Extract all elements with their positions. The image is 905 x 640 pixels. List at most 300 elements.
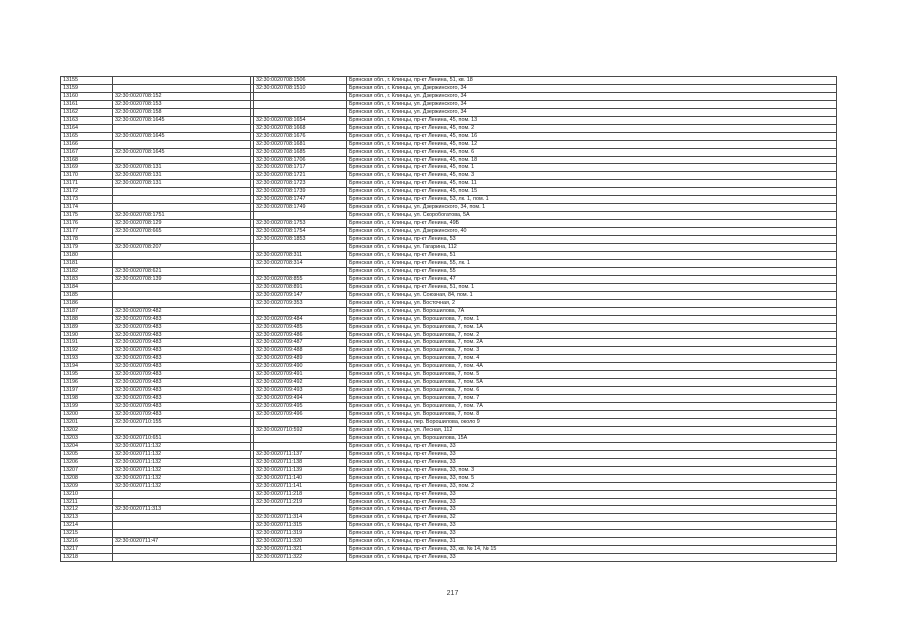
table-row	[61, 196, 837, 204]
table-row	[61, 530, 837, 538]
parcel-number-cell	[113, 514, 251, 522]
record-number-cell: 13202	[61, 426, 113, 434]
table-row	[61, 395, 837, 403]
table-row	[61, 506, 837, 514]
object-number-cell: 32:30:0020711:315	[254, 522, 347, 530]
record-number-cell: 13169	[61, 164, 113, 172]
address-cell: Брянская обл., г. Клинцы, пр-кт Ленина, 45, пом. 6	[347, 148, 837, 156]
table-row	[61, 156, 837, 164]
parcel-number-cell: 32:30:0020709:483	[113, 331, 251, 339]
table-body	[61, 77, 837, 562]
address-cell: Брянская обл., г. Клинцы, ул. Дзержинского, 34	[347, 84, 837, 92]
table-row	[61, 267, 837, 275]
parcel-number-cell: 32:30:0020709:483	[113, 387, 251, 395]
table-row	[61, 379, 837, 387]
address-cell: Брянская обл., г. Клинцы, пр-кт Ленина, 33	[347, 530, 837, 538]
parcel-number-cell	[113, 299, 251, 307]
record-number-cell: 13163	[61, 116, 113, 124]
parcel-number-cell: 32:30:0020708:139	[113, 275, 251, 283]
object-number-cell: 32:30:0020709:486	[254, 331, 347, 339]
table-row	[61, 140, 837, 148]
parcel-number-cell: 32:30:0020709:483	[113, 411, 251, 419]
record-number-cell: 13203	[61, 434, 113, 442]
table-row	[61, 315, 837, 323]
address-cell: Брянская обл., г. Клинцы, пр-кт Ленина, 33	[347, 490, 837, 498]
record-number-cell: 13199	[61, 403, 113, 411]
record-number-cell: 13176	[61, 220, 113, 228]
table-row	[61, 283, 837, 291]
object-number-cell	[254, 267, 347, 275]
record-number-cell: 13161	[61, 100, 113, 108]
table-row	[61, 498, 837, 506]
table-row	[61, 124, 837, 132]
address-cell: Брянская обл., г. Клинцы, ул. Дзержинского, 34	[347, 108, 837, 116]
address-cell: Брянская обл., г. Клинцы, ул. Ворошилова, 7, пом. 4	[347, 355, 837, 363]
record-number-cell: 13165	[61, 132, 113, 140]
table-row	[61, 116, 837, 124]
record-number-cell: 13205	[61, 450, 113, 458]
parcel-number-cell: 32:30:0020710:651	[113, 434, 251, 442]
parcel-number-cell	[113, 530, 251, 538]
table-row	[61, 538, 837, 546]
parcel-number-cell	[113, 522, 251, 530]
object-number-cell: 32:30:0020709:485	[254, 323, 347, 331]
address-cell: Брянская обл., г. Клинцы, ул. Ворошилова, 7, пом. 7А	[347, 403, 837, 411]
object-number-cell: 32:30:0020711:314	[254, 514, 347, 522]
address-cell: Брянская обл., г. Клинцы, ул. Лесная, 112	[347, 426, 837, 434]
record-number-cell: 13210	[61, 490, 113, 498]
record-number-cell: 13192	[61, 347, 113, 355]
parcel-number-cell	[113, 259, 251, 267]
table-row	[61, 474, 837, 482]
table-row	[61, 188, 837, 196]
record-number-cell: 13172	[61, 188, 113, 196]
parcel-number-cell: 32:30:0020709:483	[113, 371, 251, 379]
cadastral-table	[60, 76, 837, 562]
table-row	[61, 339, 837, 347]
object-number-cell: 32:30:0020711:218	[254, 490, 347, 498]
object-number-cell	[254, 108, 347, 116]
address-cell: Брянская обл., г. Клинцы, пр-кт Ленина, 33	[347, 450, 837, 458]
table-row	[61, 490, 837, 498]
parcel-number-cell: 32:30:0020709:483	[113, 339, 251, 347]
object-number-cell: 32:30:0020709:495	[254, 403, 347, 411]
table-row	[61, 331, 837, 339]
parcel-number-cell: 32:30:0020711:132	[113, 482, 251, 490]
parcel-number-cell	[113, 236, 251, 244]
table-row	[61, 442, 837, 450]
address-cell: Брянская обл., г. Клинцы, пр-кт Ленина, 49Б	[347, 220, 837, 228]
parcel-number-cell: 32:30:0020711:313	[113, 506, 251, 514]
address-cell: Брянская обл., г. Клинцы, пр-кт Ленина, 51	[347, 251, 837, 259]
object-number-cell: 32:30:0020711:138	[254, 458, 347, 466]
parcel-number-cell: 32:30:0020709:482	[113, 307, 251, 315]
address-cell: Брянская обл., г. Клинцы, ул. Ворошилова, 7А	[347, 307, 837, 315]
table-row	[61, 228, 837, 236]
table-row	[61, 77, 837, 85]
record-number-cell: 13185	[61, 291, 113, 299]
table-row	[61, 355, 837, 363]
record-number-cell: 13200	[61, 411, 113, 419]
parcel-number-cell: 32:30:0020709:483	[113, 379, 251, 387]
table-row	[61, 323, 837, 331]
address-cell: Брянская обл., г. Клинцы, ул. Ворошилова, 7, пом. 1А	[347, 323, 837, 331]
parcel-number-cell	[113, 204, 251, 212]
address-cell: Брянская обл., г. Клинцы, ул. Ворошилова, 7, пом. 2	[347, 331, 837, 339]
address-cell: Брянская обл., г. Клинцы, ул. Скоробогатова, 5А	[347, 212, 837, 220]
object-number-cell: 32:30:0020709:353	[254, 299, 347, 307]
address-cell: Брянская обл., г. Клинцы, ул. Гагарина, 112	[347, 244, 837, 252]
table-row	[61, 236, 837, 244]
object-number-cell: 32:30:0020708:855	[254, 275, 347, 283]
address-cell: Брянская обл., г. Клинцы, пер. Ворошилова, около 9	[347, 418, 837, 426]
object-number-cell: 32:30:0020708:1706	[254, 156, 347, 164]
record-number-cell: 13197	[61, 387, 113, 395]
table-row	[61, 522, 837, 530]
record-number-cell: 13217	[61, 546, 113, 554]
parcel-number-cell	[113, 77, 251, 85]
record-number-cell: 13209	[61, 482, 113, 490]
parcel-number-cell	[113, 251, 251, 259]
object-number-cell: 32:30:0020708:1853	[254, 236, 347, 244]
record-number-cell: 13188	[61, 315, 113, 323]
object-number-cell: 32:30:0020711:140	[254, 474, 347, 482]
address-cell: Брянская обл., г. Клинцы, ул. Ворошилова, 15А	[347, 434, 837, 442]
table-row	[61, 204, 837, 212]
record-number-cell: 13208	[61, 474, 113, 482]
address-cell: Брянская обл., г. Клинцы, ул. Восточная, 2	[347, 299, 837, 307]
record-number-cell: 13155	[61, 77, 113, 85]
parcel-number-cell	[113, 196, 251, 204]
record-number-cell: 13189	[61, 323, 113, 331]
object-number-cell: 32:30:0020710:592	[254, 426, 347, 434]
address-cell: Брянская обл., г. Клинцы, пр-кт Ленина, 45, пом. 18	[347, 156, 837, 164]
object-number-cell: 32:30:0020709:487	[254, 339, 347, 347]
object-number-cell: 32:30:0020709:488	[254, 347, 347, 355]
object-number-cell: 32:30:0020708:891	[254, 283, 347, 291]
address-cell: Брянская обл., г. Клинцы, ул. Ворошилова, 7, пом. 7	[347, 395, 837, 403]
parcel-number-cell: 32:30:0020708:207	[113, 244, 251, 252]
object-number-cell: 32:30:0020709:489	[254, 355, 347, 363]
address-cell: Брянская обл., г. Клинцы, пр-кт Ленина, 47	[347, 275, 837, 283]
table-row	[61, 371, 837, 379]
table-row	[61, 418, 837, 426]
object-number-cell: 32:30:0020709:496	[254, 411, 347, 419]
object-number-cell: 32:30:0020708:1681	[254, 140, 347, 148]
parcel-number-cell: 32:30:0020709:483	[113, 347, 251, 355]
table-row	[61, 514, 837, 522]
address-cell: Брянская обл., г. Клинцы, пр-кт Ленина, 33	[347, 554, 837, 562]
object-number-cell: 32:30:0020711:319	[254, 530, 347, 538]
parcel-number-cell	[113, 84, 251, 92]
address-cell: Брянская обл., г. Клинцы, пр-кт Ленина, 53, лк. 1, пом. 1	[347, 196, 837, 204]
parcel-number-cell: 32:30:0020709:483	[113, 323, 251, 331]
parcel-number-cell: 32:30:0020708:1645	[113, 148, 251, 156]
object-number-cell: 32:30:0020709:494	[254, 395, 347, 403]
object-number-cell: 32:30:0020711:321	[254, 546, 347, 554]
address-cell: Брянская обл., г. Клинцы, пр-кт Ленина, 55	[347, 267, 837, 275]
address-cell: Брянская обл., г. Клинцы, ул. Ворошилова, 7, пом. 5	[347, 371, 837, 379]
object-number-cell: 32:30:0020708:1739	[254, 188, 347, 196]
address-cell: Брянская обл., г. Клинцы, пр-кт Ленина, 33, пом. 3	[347, 466, 837, 474]
address-cell: Брянская обл., г. Клинцы, пр-кт Ленина, 33	[347, 522, 837, 530]
object-number-cell	[254, 442, 347, 450]
object-number-cell	[254, 212, 347, 220]
address-cell: Брянская обл., г. Клинцы, пр-кт Ленина, 45, пом. 16	[347, 132, 837, 140]
object-number-cell	[254, 244, 347, 252]
record-number-cell: 13207	[61, 466, 113, 474]
address-cell: Брянская обл., г. Клинцы, ул. Дзержинского, 34	[347, 92, 837, 100]
parcel-number-cell: 32:30:0020708:153	[113, 100, 251, 108]
address-cell: Брянская обл., г. Клинцы, пр-кт Ленина, 45, пом. 13	[347, 116, 837, 124]
parcel-number-cell: 32:30:0020711:132	[113, 474, 251, 482]
address-cell: Брянская обл., г. Клинцы, ул. Ворошилова, 7, пом. 2А	[347, 339, 837, 347]
record-number-cell: 13214	[61, 522, 113, 530]
parcel-number-cell: 32:30:0020711:132	[113, 442, 251, 450]
parcel-number-cell: 32:30:0020711:132	[113, 450, 251, 458]
table-row	[61, 450, 837, 458]
object-number-cell: 32:30:0020709:493	[254, 387, 347, 395]
parcel-number-cell	[113, 140, 251, 148]
address-cell: Брянская обл., г. Клинцы, пр-кт Ленина, 53	[347, 236, 837, 244]
object-number-cell: 32:30:0020708:1654	[254, 116, 347, 124]
address-cell: Брянская обл., г. Клинцы, ул. Дзержинского, 40	[347, 228, 837, 236]
record-number-cell: 13195	[61, 371, 113, 379]
table-row	[61, 434, 837, 442]
parcel-number-cell: 32:30:0020708:152	[113, 92, 251, 100]
record-number-cell: 13182	[61, 267, 113, 275]
table-row	[61, 148, 837, 156]
object-number-cell: 32:30:0020708:1685	[254, 148, 347, 156]
object-number-cell: 32:30:0020708:1749	[254, 204, 347, 212]
parcel-number-cell: 32:30:0020711:132	[113, 458, 251, 466]
object-number-cell: 32:30:0020711:322	[254, 554, 347, 562]
table-row	[61, 132, 837, 140]
page-number: 217	[446, 590, 459, 597]
object-number-cell: 32:30:0020711:141	[254, 482, 347, 490]
table-row	[61, 164, 837, 172]
record-number-cell: 13173	[61, 196, 113, 204]
parcel-number-cell	[113, 554, 251, 562]
object-number-cell: 32:30:0020709:147	[254, 291, 347, 299]
table-row	[61, 546, 837, 554]
record-number-cell: 13174	[61, 204, 113, 212]
parcel-number-cell: 32:30:0020711:132	[113, 466, 251, 474]
parcel-number-cell: 32:30:0020708:131	[113, 180, 251, 188]
address-cell: Брянская обл., г. Клинцы, пр-кт Ленина, 33, кв. № 14, № 15	[347, 546, 837, 554]
record-number-cell: 13206	[61, 458, 113, 466]
parcel-number-cell: 32:30:0020708:621	[113, 267, 251, 275]
table-row	[61, 363, 837, 371]
object-number-cell: 32:30:0020708:1668	[254, 124, 347, 132]
address-cell: Брянская обл., г. Клинцы, ул. Ворошилова, 7, пом. 3	[347, 347, 837, 355]
address-cell: Брянская обл., г. Клинцы, пр-кт Ленина, 45, пом. 15	[347, 188, 837, 196]
parcel-number-cell: 32:30:0020710:155	[113, 418, 251, 426]
record-number-cell: 13191	[61, 339, 113, 347]
record-number-cell: 13187	[61, 307, 113, 315]
record-number-cell: 13194	[61, 363, 113, 371]
object-number-cell: 32:30:0020708:1747	[254, 196, 347, 204]
table-row	[61, 100, 837, 108]
object-number-cell: 32:30:0020711:320	[254, 538, 347, 546]
record-number-cell: 13167	[61, 148, 113, 156]
record-number-cell: 13198	[61, 395, 113, 403]
address-cell: Брянская обл., г. Клинцы, ул. Ворошилова, 7, пом. 8	[347, 411, 837, 419]
address-cell: Брянская обл., г. Клинцы, пр-кт Ленина, 33, пом. 2	[347, 482, 837, 490]
record-number-cell: 13159	[61, 84, 113, 92]
record-number-cell: 13204	[61, 442, 113, 450]
object-number-cell	[254, 92, 347, 100]
record-number-cell: 13211	[61, 498, 113, 506]
record-number-cell: 13215	[61, 530, 113, 538]
object-number-cell: 32:30:0020709:490	[254, 363, 347, 371]
record-number-cell: 13201	[61, 418, 113, 426]
object-number-cell: 32:30:0020708:1721	[254, 172, 347, 180]
parcel-number-cell: 32:30:0020709:483	[113, 403, 251, 411]
record-number-cell: 13212	[61, 506, 113, 514]
table-row	[61, 458, 837, 466]
address-cell: Брянская обл., г. Клинцы, ул. Ворошилова, 7, пом. 4А	[347, 363, 837, 371]
address-cell: Брянская обл., г. Клинцы, ул. Дзержинского, 34, пом. 1	[347, 204, 837, 212]
cadastral-table-container	[60, 76, 836, 562]
parcel-number-cell: 32:30:0020708:131	[113, 164, 251, 172]
address-cell: Брянская обл., г. Клинцы, пр-кт Ленина, 32	[347, 514, 837, 522]
object-number-cell: 32:30:0020711:137	[254, 450, 347, 458]
record-number-cell: 13178	[61, 236, 113, 244]
address-cell: Брянская обл., г. Клинцы, ул. Ворошилова, 7, пом. 1	[347, 315, 837, 323]
record-number-cell: 13179	[61, 244, 113, 252]
table-row	[61, 212, 837, 220]
record-number-cell: 13213	[61, 514, 113, 522]
parcel-number-cell: 32:30:0020709:483	[113, 395, 251, 403]
record-number-cell: 13177	[61, 228, 113, 236]
parcel-number-cell	[113, 124, 251, 132]
object-number-cell: 32:30:0020709:492	[254, 379, 347, 387]
table-row	[61, 220, 837, 228]
parcel-number-cell: 32:30:0020709:483	[113, 355, 251, 363]
table-row	[61, 482, 837, 490]
record-number-cell: 13170	[61, 172, 113, 180]
parcel-number-cell: 32:30:0020709:483	[113, 363, 251, 371]
parcel-number-cell: 32:30:0020709:483	[113, 315, 251, 323]
address-cell: Брянская обл., г. Клинцы, пр-кт Ленина, 33, пом. 5	[347, 474, 837, 482]
parcel-number-cell	[113, 283, 251, 291]
address-cell: Брянская обл., г. Клинцы, пр-кт Ленина, 51, кв. 18	[347, 77, 837, 85]
object-number-cell: 32:30:0020708:314	[254, 259, 347, 267]
table-row	[61, 466, 837, 474]
record-number-cell: 13193	[61, 355, 113, 363]
table-row	[61, 403, 837, 411]
address-cell: Брянская обл., г. Клинцы, пр-кт Ленина, 51, пом. 1	[347, 283, 837, 291]
parcel-number-cell	[113, 490, 251, 498]
object-number-cell: 32:30:0020709:491	[254, 371, 347, 379]
record-number-cell: 13218	[61, 554, 113, 562]
object-number-cell: 32:30:0020708:1754	[254, 228, 347, 236]
parcel-number-cell	[113, 426, 251, 434]
address-cell: Брянская обл., г. Клинцы, пр-кт Ленина, 45, пом. 12	[347, 140, 837, 148]
table-row	[61, 387, 837, 395]
record-number-cell: 13186	[61, 299, 113, 307]
parcel-number-cell: 32:30:0020708:1645	[113, 116, 251, 124]
table-row	[61, 259, 837, 267]
table-row	[61, 244, 837, 252]
object-number-cell	[254, 418, 347, 426]
parcel-number-cell: 32:30:0020708:131	[113, 172, 251, 180]
object-number-cell: 32:30:0020708:1723	[254, 180, 347, 188]
object-number-cell: 32:30:0020709:484	[254, 315, 347, 323]
address-cell: Брянская обл., г. Клинцы, ул. Ворошилова, 7, пом. 6	[347, 387, 837, 395]
table-row	[61, 92, 837, 100]
object-number-cell: 32:30:0020708:1506	[254, 77, 347, 85]
record-number-cell: 13164	[61, 124, 113, 132]
address-cell: Брянская обл., г. Клинцы, ул. Дзержинского, 34	[347, 100, 837, 108]
address-cell: Брянская обл., г. Клинцы, пр-кт Ленина, 45, пом. 3	[347, 172, 837, 180]
record-number-cell: 13216	[61, 538, 113, 546]
object-number-cell: 32:30:0020708:1717	[254, 164, 347, 172]
address-cell: Брянская обл., г. Клинцы, пр-кт Ленина, 45, пом. 2	[347, 124, 837, 132]
address-cell: Брянская обл., г. Клинцы, пр-кт Ленина, 33	[347, 442, 837, 450]
address-cell: Брянская обл., г. Клинцы, пр-кт Ленина, 33	[347, 498, 837, 506]
table-row	[61, 411, 837, 419]
object-number-cell: 32:30:0020708:311	[254, 251, 347, 259]
record-number-cell: 13181	[61, 259, 113, 267]
record-number-cell: 13171	[61, 180, 113, 188]
record-number-cell: 13175	[61, 212, 113, 220]
table-row	[61, 347, 837, 355]
parcel-number-cell	[113, 156, 251, 164]
parcel-number-cell: 32:30:0020708:158	[113, 108, 251, 116]
table-row	[61, 299, 837, 307]
record-number-cell: 13168	[61, 156, 113, 164]
table-row	[61, 291, 837, 299]
parcel-number-cell	[113, 291, 251, 299]
table-row	[61, 554, 837, 562]
object-number-cell: 32:30:0020708:1753	[254, 220, 347, 228]
object-number-cell: 32:30:0020711:219	[254, 498, 347, 506]
table-row	[61, 84, 837, 92]
table-row	[61, 307, 837, 315]
table-row	[61, 426, 837, 434]
address-cell: Брянская обл., г. Клинцы, ул. Ворошилова, 7, пом. 5А	[347, 379, 837, 387]
address-cell: Брянская обл., г. Клинцы, ул. Союзная, 84, пом. 1	[347, 291, 837, 299]
record-number-cell: 13196	[61, 379, 113, 387]
table-row	[61, 275, 837, 283]
address-cell: Брянская обл., г. Клинцы, пр-кт Ленина, 31	[347, 538, 837, 546]
table-row	[61, 108, 837, 116]
parcel-number-cell: 32:30:0020711:47	[113, 538, 251, 546]
parcel-number-cell: 32:30:0020708:129	[113, 220, 251, 228]
object-number-cell: 32:30:0020708:1510	[254, 84, 347, 92]
table-row	[61, 172, 837, 180]
address-cell: Брянская обл., г. Клинцы, пр-кт Ленина, 55, лк. 1	[347, 259, 837, 267]
parcel-number-cell: 32:30:0020708:665	[113, 228, 251, 236]
record-number-cell: 13184	[61, 283, 113, 291]
record-number-cell: 13190	[61, 331, 113, 339]
table-row	[61, 251, 837, 259]
object-number-cell	[254, 506, 347, 514]
record-number-cell: 13162	[61, 108, 113, 116]
object-number-cell: 32:30:0020711:139	[254, 466, 347, 474]
parcel-number-cell	[113, 546, 251, 554]
parcel-number-cell	[113, 498, 251, 506]
object-number-cell	[254, 307, 347, 315]
record-number-cell: 13166	[61, 140, 113, 148]
object-number-cell: 32:30:0020708:1676	[254, 132, 347, 140]
object-number-cell	[254, 100, 347, 108]
address-cell: Брянская обл., г. Клинцы, пр-кт Ленина, 33	[347, 458, 837, 466]
record-number-cell: 13180	[61, 251, 113, 259]
parcel-number-cell: 32:30:0020708:1751	[113, 212, 251, 220]
